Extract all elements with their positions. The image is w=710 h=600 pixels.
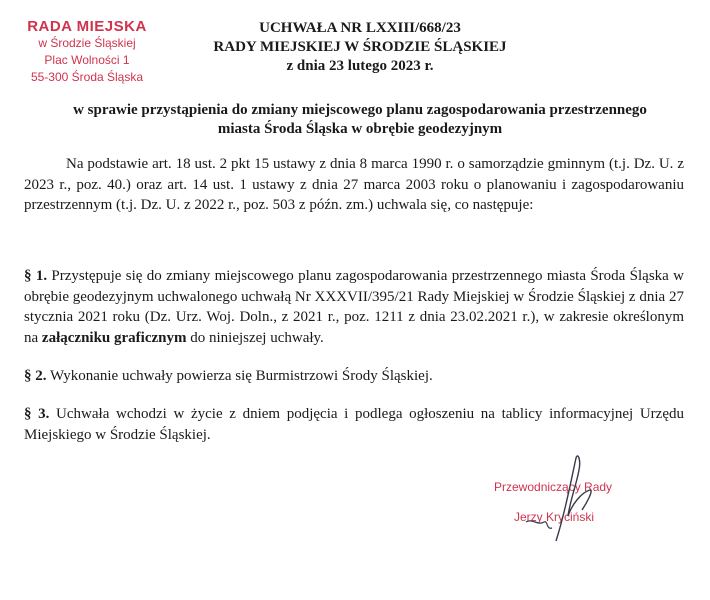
section-1-text-b: do niniejszej uchwały. (186, 329, 324, 346)
subject-line-2: miasta Środa Śląska w obrębie geodezyjnym (217, 121, 503, 137)
section-1-text-a: Przystępuje się do zmiany miejscowego planu zagospodarowania przestrzennego miasta Środa Śląska w obrębie geodezyjnym uchwalonego uchwałą Nr XXXVII/395/21 Rady Miejskiej w Środzie Śląskiej z dnia 27 stycznia 2021 roku (Dz. Urz. Woj. Doln., z 2021 r., poz. 1211 z dnia 23.02.2021 r.), w zakresie określonym na (24, 268, 684, 346)
council-stamp (12, 18, 162, 86)
resolution-issuer: RADY MIEJSKIEJ W ŚRODZIE ŚLĄSKIEJ (213, 39, 507, 55)
resolution-date: z dnia 23 lutego 2023 r. (286, 58, 434, 74)
section-1 (24, 266, 684, 348)
legal-basis-paragraph: Na podstawie art. 18 ust. 2 pkt 15 ustawy z dnia 8 marca 1990 r. o samorządzie gminnym (t.j. Dz. U. z 2023 r., poz. 40.) oraz art. 14 ust. 1 ustawy z dnia 27 marca 2003 roku o planowaniu i zagospodarowaniu przestrzennym (t.j. Dz. U. z 2022 r., poz. 503 z późn. zm.) uchwala się, co następuje: (24, 156, 684, 213)
section-1-label: § 1. (24, 268, 48, 284)
stamp-city: w Środzie Śląskiej (38, 36, 136, 50)
section-1-bold-text: załączniku graficznym (41, 329, 187, 346)
resolution-header (195, 19, 525, 76)
stamp-title: RADA MIEJSKA (27, 18, 147, 35)
section-2-text: Wykonanie uchwały powierza się Burmistrzowi Środy Śląskiej. (46, 368, 433, 384)
stamp-postal: 55-300 Środa Śląska (30, 70, 144, 84)
subject-line-1: w sprawie przystąpienia do zmiany miejscowego planu zagospodarowania przestrzennego (73, 102, 647, 118)
section-3-label: § 3. (24, 406, 50, 422)
handwritten-signature (486, 446, 686, 546)
signature-block (486, 446, 686, 546)
section-3-text: Uchwała wchodzi w życie z dniem podjęcia i podlega ogłoszeniu na tablicy informacyjnej Urzędu Miejskiego w Środzie Śląskiej. (24, 406, 684, 443)
resolution-subject (60, 101, 660, 139)
section-2 (24, 366, 684, 387)
signature-name: Jerzy Kryciński (514, 510, 595, 524)
section-2-label: § 2. (24, 368, 47, 384)
signature-title: Przewodniczący Rady (494, 480, 613, 494)
section-3 (24, 404, 684, 445)
resolution-number: UCHWAŁA NR LXXIII/668/23 (259, 20, 461, 36)
stamp-street: Plac Wolności 1 (44, 53, 130, 67)
